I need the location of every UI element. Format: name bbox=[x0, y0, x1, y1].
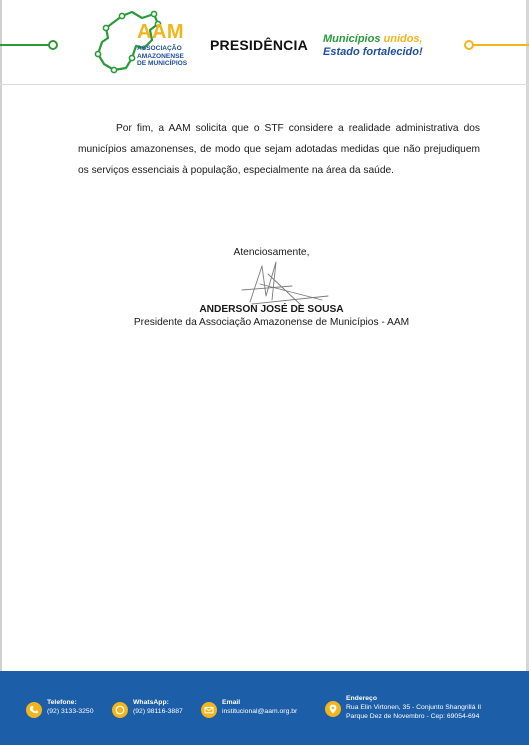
handwritten-signature bbox=[232, 256, 332, 308]
decorative-line-left bbox=[0, 44, 50, 46]
page-edge-left bbox=[0, 0, 2, 745]
section-title: PRESIDÊNCIA bbox=[210, 37, 308, 53]
address-line-2: Parque Dez de Novembro - Cep: 69054-694 bbox=[346, 713, 480, 720]
logo-subtitle bbox=[137, 45, 217, 68]
slogan-word: Municípios bbox=[323, 33, 384, 45]
phone-icon bbox=[26, 702, 42, 718]
whatsapp-label: WhatsApp: bbox=[133, 699, 169, 706]
slogan-line-1 bbox=[323, 33, 423, 45]
footer bbox=[0, 671, 529, 745]
decorative-line-right bbox=[469, 44, 529, 46]
logo-subtitle-line: DE MUNICÍPIOS bbox=[137, 60, 188, 68]
slogan-highlight: unidos, bbox=[383, 33, 423, 45]
email-icon bbox=[201, 702, 217, 718]
phone-label: Telefone: bbox=[47, 699, 77, 706]
email-value: institucional@aam.org.br bbox=[222, 708, 298, 715]
slogan bbox=[323, 33, 423, 59]
email-label: Email bbox=[222, 699, 241, 706]
signer-role: Presidente da Associação Amazonense de Municípios - AAM bbox=[133, 317, 410, 328]
address-label: Endereço bbox=[346, 695, 377, 702]
body-paragraph: Por fim, a AAM solicita que o STF considere a realidade administrativa dos municípios amazonenses, de modo que sejam adotadas medidas que não prejudiquem os serviços essenciais à população, especialmente na área da saúde. bbox=[78, 123, 480, 176]
decorative-dot-left bbox=[48, 40, 58, 50]
signer-name: ANDERSON JOSÉ DE SOUSA bbox=[199, 304, 344, 315]
whatsapp-icon bbox=[112, 702, 128, 718]
logo-subtitle-line: ASSOCIAÇÃO bbox=[137, 45, 182, 52]
location-pin-icon bbox=[325, 701, 341, 717]
decorative-dot-right bbox=[464, 40, 474, 50]
phone-value: (92) 3133-3250 bbox=[47, 708, 94, 715]
logo-title: AAM bbox=[137, 21, 185, 43]
closing-salutation: Atenciosamente, bbox=[233, 247, 310, 258]
letterhead bbox=[0, 0, 529, 85]
address-line-1: Rua Elin Virtonen, 35 - Conjunto Shangrillá II bbox=[346, 704, 482, 711]
slogan-line-2: Estado fortalecido! bbox=[323, 46, 423, 58]
logo-subtitle-line: AMAZONENSE bbox=[137, 52, 184, 60]
whatsapp-value: (92) 98116-3887 bbox=[133, 708, 183, 715]
